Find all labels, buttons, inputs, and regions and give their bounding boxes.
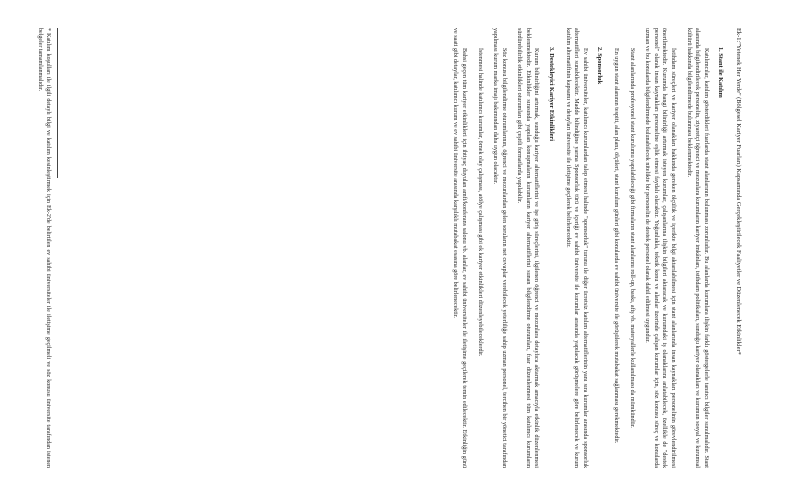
section-heading: 2. Sponsorluk	[596, 47, 604, 85]
document-body	[451, 28, 742, 468]
section-paragraph: İstihdam süreçleri ve kariyer olanakları hakkında gereken ölçülük ve içerikte bilgi aktarılabilmesi için stant alanlarında insan kaynakları personelinin görevlendirilmesi önerilmektedir. Kurumda hangi bilinirliği artırmak isteyen kurumlar, çalışanlarına ilişkin bilgileri aktaracak ve kurumdaki iş olanaklarını anlatabilecek, özellikle de "destek personel" olarak insan kaynakları personeline eşlik etmesi faydalı olacaktır. Yoğunlukla, teknik konu ve alanlar üzerinde çalışan kurumlar için, söz konusu süreç ve konularda uzman ve bu konularda bilgilendirmede bulunabilecek nitelikte bir personelin de destek personel olarak dahil edilmesi uygundur.	[644, 28, 677, 468]
section-career-events	[451, 28, 555, 468]
section-stand-participation	[611, 28, 724, 468]
section-sponsorship	[563, 28, 603, 468]
section-heading: 1. Stant ile Katılım	[717, 47, 725, 98]
section-heading: 3. Destekleyici Kariyer Etkinlikleri	[548, 47, 556, 141]
footnote-divider	[57, 28, 58, 178]
section-paragraph: İstenmesi halinde katılımcı kurumlar, örnek olay çalışması, atölye çalışması gibi ek kariyer etkinlikleri düzenleyebileceklerdir.	[476, 48, 483, 357]
footnote: * Katılım koşulları ile ilgili detaylı bilgi ve katılım kesinleştirmek için Ek-2'de belirtilen ev sahibi üniversiteler ile iletişime geçilmeli ve söz konusu üniversite tarafından istenen belgeler tamamlanmalıdır.	[36, 28, 51, 468]
section-paragraph: Söz konusu bilgilendirme oturumlarının, öğrenci ve mezunlardan gelen soruların net cevaplar verebilecek yeterliliğe sahip uzman personel, tercihen bir yönetici tarafından yapılması kurum marka imajı bakımından daha uygun olacaktır.	[492, 28, 507, 468]
section-paragraph: Stant alanlarında profesyonel stant kurulumu yapılabileceği gibi firmaların stant alanlarını roll-up, baskı, afiş vb. materyallerle kullanılması da mümkündür.	[628, 48, 635, 428]
section-paragraph: Kurum bilinirliğini artırmak, sunduğu kariyer alternatiflerini ve işe giriş süreçlerini, ilgilenen öğrenci ve mezunlara detaylıca aktarmak amacıyla etkinlik düzenlenmesi beklenmektedir. Etkinlikler sırasında yapılan konuşmaların kurumların kariyer alternatiflerini sunan bilgilendirme oturumları, fuar düzenlenmesi tüm katılımcı kurumların sürdürebilirlik etkinlikleri oturumları gibi çeşitli formatlarda yapılabilir.	[516, 28, 540, 468]
section-paragraph: En uygun stant alanının tespiti, alan planı, ölçüleri, stant kurulum günleri gibi konularda ev sahibi üniversite ile görüşülerek mutabakat sağlanması gerekmektedir.	[613, 48, 620, 444]
section-paragraph: Bahsi geçen tüm kariyer etkinlikleri için ihtiyaç duyulan amfi/konferans salonu vb. alanlar, ev sahibi üniversiteler ile iletişime geçilerek temin edilecektir. Etkinliğin günü ve saati gibi detaylar, katılımcı kurum ve ev sahibi üniversite arasında karşılıklı mutabakat esasına göre belirlenecektir.	[452, 28, 467, 468]
section-paragraph: Ev sahibi üniversiteler, katılımcı kurumlardan talep etmesi halinde "sponsorluk" turunu ile diğer ücretsiz katılım alternatiflerinin yanı sıra kurumlar arasında sponsorluk alternatifleri sunabilecektir. Madde bilindiğine yarına Sponsorluk türü ve içeriği ev sahibi üniversite ile kurumlar arasında yapılacak görüşmelere göre belirlenecek ve kurum katılım alternatifinin kapsamı ve detayları üniversite ile iletişime geçilerek belirlenecektir.	[564, 28, 588, 468]
document-title: Ek-1:"Yetenek Her Yerde" (Bölgesel Kariyer Fuarları) Kapsamında Gerçekleştirilecek Faaliyetler ve Düzenlenecek Etkinlikler*	[735, 28, 742, 355]
section-paragraph: Katılımcılar, katılım gösterdikleri fuarlarda stant alanlarının bulunması zorunludur. Bu alanlarda kurumlara ilişkin farklı göstergelerle tanıtıcı bilgiler sunulmalıdır. Stant alanında bilgilendirilecek personelin, ziyaretçi öğrenci ve mezunlara kurumların kariyer imkânları, istihdam politikaları, sunduğu kariyer olanakları ve kurumun sosyal ve kurumsal kültürü hakkında bilgilendirmede bulunması beklenmektedir.	[685, 28, 709, 468]
